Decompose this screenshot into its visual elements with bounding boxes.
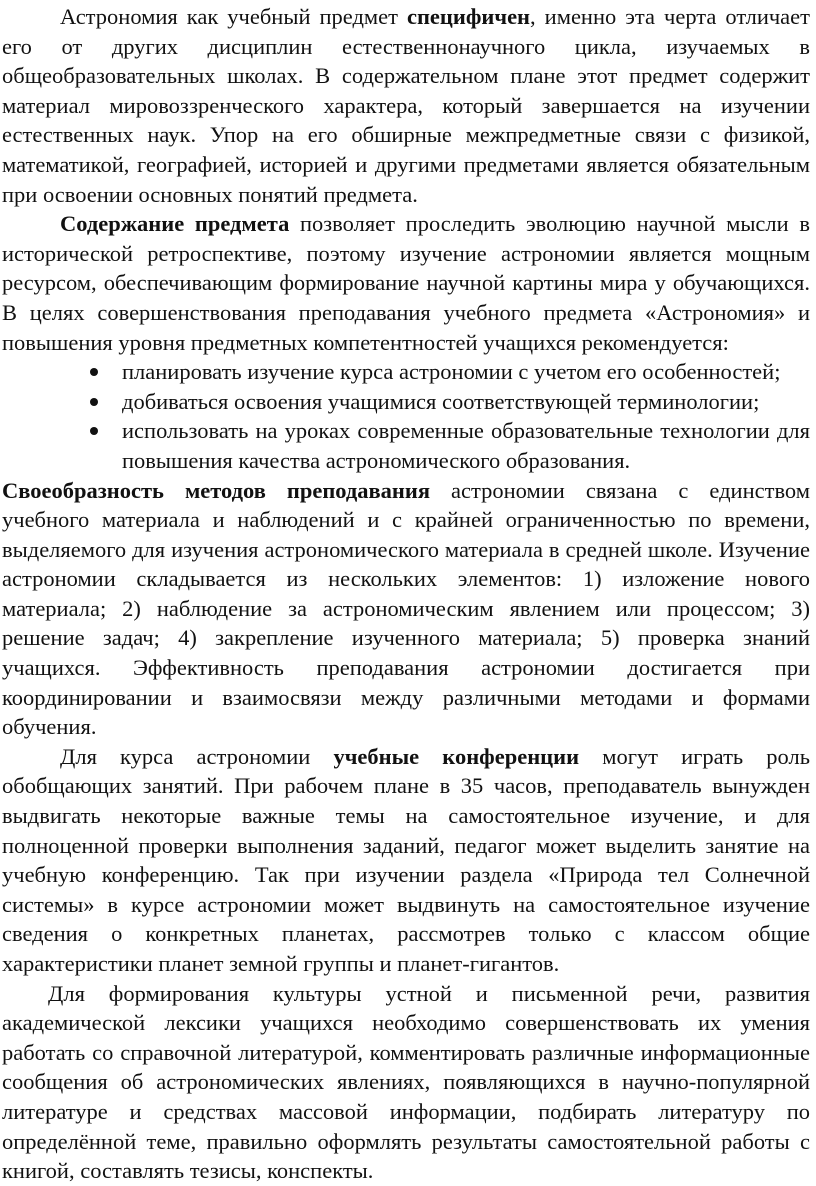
paragraph-text: , именно эта черта отличает его от других дисциплин естественнонаучного цикла, изучаемых в общеобразовательных школах. В содержательном плане этот предмет содержит материал мировоззренческого характера, который завершается на изучении естественных наук. Упор на его обширные межпредметные связи с физикой, математикой, географией, историей и другими предметами является обязательным при освоении основных понятий предмета.	[2, 4, 810, 207]
paragraph-teaching-methods	[2, 476, 810, 742]
list-item-text: планировать изучение курса астрономии с учетом его особенностей;	[122, 359, 781, 385]
recommendations-list	[2, 357, 810, 475]
bold-term-specific: специфичен	[406, 4, 531, 29]
bullet-icon	[90, 398, 98, 406]
list-item-text: использовать на уроках современные образовательные технологии для повышения качества астрономического образования.	[122, 418, 810, 473]
bold-term-conferences: учебные конференции	[333, 743, 580, 769]
bold-term-teaching-methods: Своеобразность методов преподавания	[2, 477, 431, 503]
list-item-text: добиваться освоения учащимися соответствующей терминологии;	[122, 388, 760, 414]
list-item	[122, 416, 810, 475]
paragraph-text: Астрономия как учебный предмет	[60, 4, 407, 29]
paragraph-text: могут играть роль обобщающих занятий. При рабочем плане в 35 часов, преподаватель вынужден выдвигать некоторые важные темы на самостоятельное изучение, и для полноценной проверки выполнения заданий, педагог может выделить занятие на учебную конференцию. Так при изучении раздела «Природа тел Солнечной системы» в курсе астрономии может выдвинуть на самостоятельное изучение сведения о конкретных планетах, рассмотрев только с классом общие характеристики планет земной группы и планет-гигантов.	[2, 743, 810, 976]
bullet-icon	[90, 427, 98, 435]
paragraph-conferences	[2, 742, 810, 979]
paragraph-speech-culture	[2, 979, 810, 1186]
bold-term-subject-content: Содержание предмета	[60, 211, 290, 237]
list-item	[122, 357, 810, 387]
list-item	[122, 387, 810, 417]
paragraph-text: астрономии связана с единством учебного материала и наблюдений и с крайней ограниченностью по времени, выделяемого для изучения астрономического материала в средней школе. Изучение астрономии складывается из нескольких элементов: 1) изложение нового материала; 2) наблюдение за астрономическим явлением или процессом; 3) решение задач; 4) закрепление изученного материала; 5) проверка знаний учащихся. Эффективность преподавания астрономии достигается при координировании и взаимосвязи между различными методами и формами обучения.	[2, 477, 810, 740]
bullet-icon	[90, 368, 98, 376]
paragraph-subject-content	[2, 209, 810, 357]
paragraph-astronomy-specifics	[2, 2, 810, 209]
paragraph-text: Для формирования культуры устной и письменной речи, развития академической лексики учащихся необходимо совершенствовать их умения работать со справочной литературой, комментировать различные информационные сообщения об астрономических явлениях, появляющихся в научно-популярной литературе и средствах массовой информации, подбирать литературу по определённой теме, правильно оформлять результаты самостоятельной работы с книгой, составлять тезисы, конспекты.	[2, 980, 810, 1184]
paragraph-text: позволяет проследить эволюцию научной мысли в исторической ретроспективе, поэтому изучение астрономии является мощным ресурсом, обеспечивающим формирование научной картины мира у обучающихся. В целях совершенствования преподавания учебного предмета «Астрономия» и повышения уровня предметных компетентностей учащихся рекомендуется:	[2, 211, 810, 355]
paragraph-text: Для курса астрономии	[60, 743, 334, 769]
